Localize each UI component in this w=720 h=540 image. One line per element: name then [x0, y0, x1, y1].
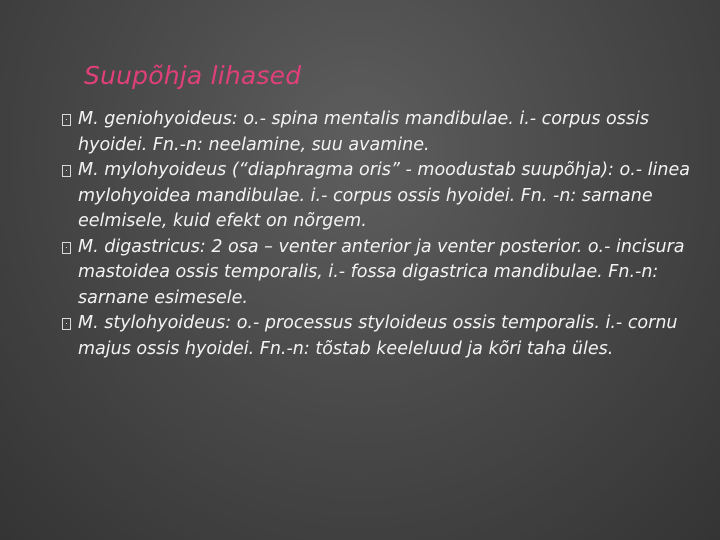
list-item [78, 158, 710, 235]
list-item [78, 107, 710, 158]
bullet-icon [62, 242, 71, 254]
bullet-icon [62, 318, 71, 330]
list-item-text: M. stylohyoideus: o.- processus styloideus ossis temporalis. i.- cornu majus ossis hyoidei. Fn.-n: tõstab keeleluud ja kõri taha üles. [78, 313, 678, 359]
list-item-text: M. geniohyoideus: o.- spina mentalis mandibulae. i.- corpus ossis hyoidei. Fn.-n: neelamine, suu avamine. [78, 109, 649, 155]
bullet-icon [62, 114, 71, 126]
bullet-list [78, 107, 710, 362]
list-item [78, 311, 710, 362]
list-item-text: M. mylohyoideus (“diaphragma oris” - moodustab suupõhja): o.- linea mylohyoidea mandibulae. i.- corpus ossis hyoidei. Fn. -n: sarnane eelmisele, kuid efekt on nõrgem. [78, 160, 690, 231]
list-item-text: M. digastricus: 2 osa – venter anterior ja venter posterior. o.- incisura mastoidea ossis temporalis, i.- fossa digastrica mandibulae. Fn.-n: sarnane esimesele. [78, 236, 685, 308]
bullet-icon [62, 165, 71, 177]
list-item [78, 235, 710, 312]
slide-title: Suupõhja lihased [84, 61, 302, 90]
